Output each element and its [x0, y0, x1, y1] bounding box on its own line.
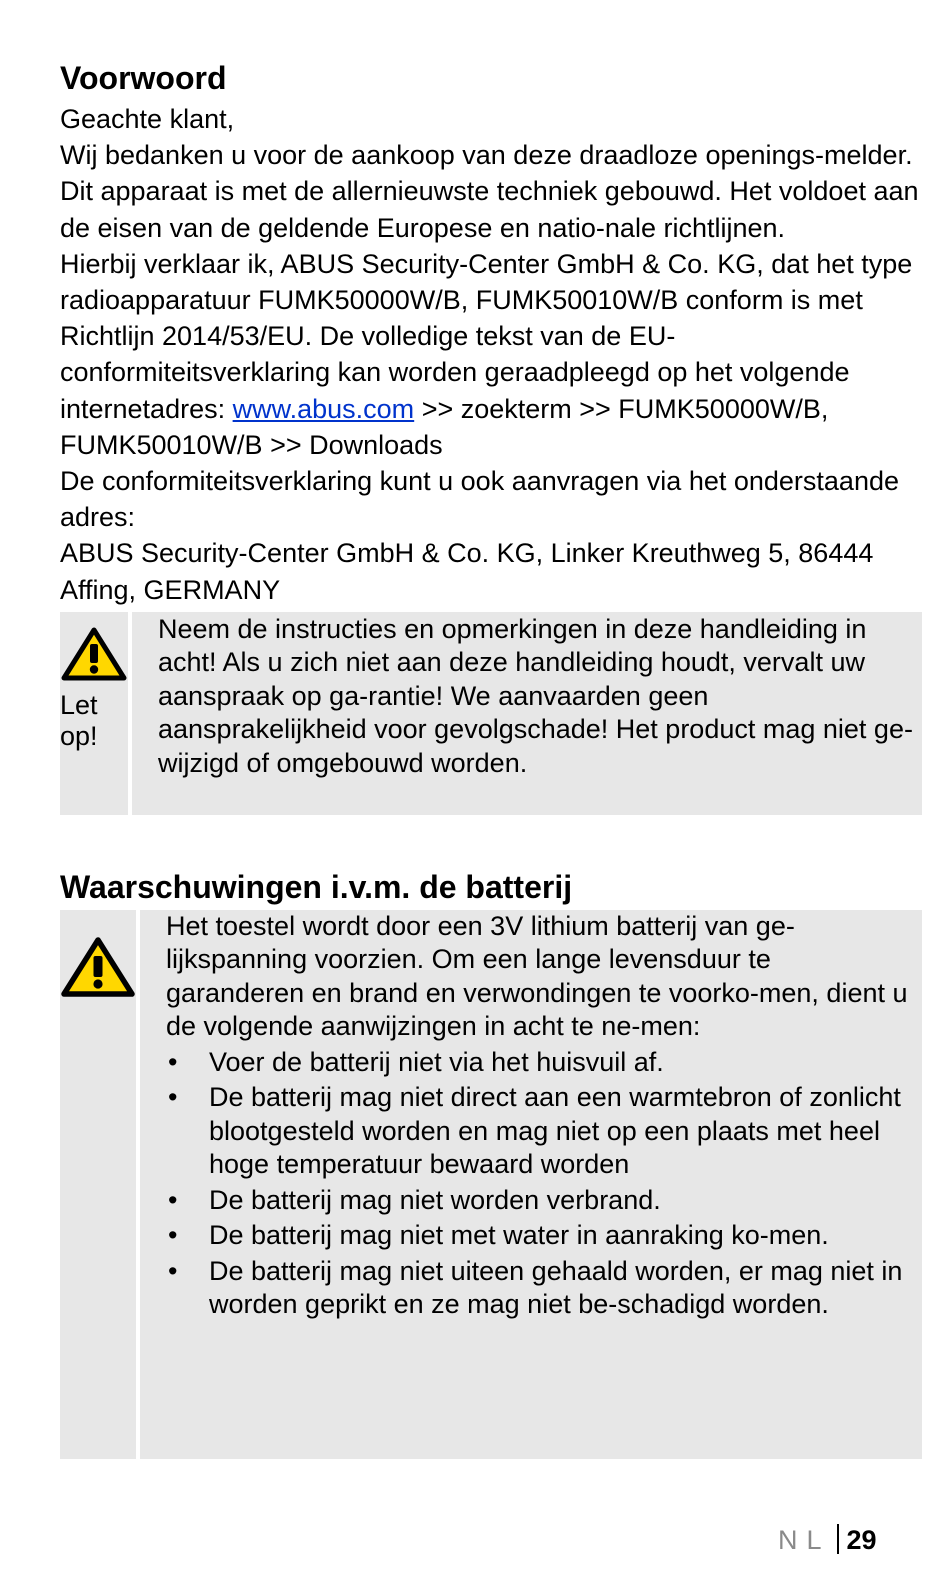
list-item: • Voer de batterij niet via het huisvuil af. — [166, 1046, 914, 1080]
page-content — [60, 55, 922, 1459]
list-item: • De batterij mag niet worden verbrand. — [166, 1184, 914, 1218]
declaration-text: Hierbij verklaar ik, ABUS Security-Center GmbH & Co. KG, dat het type radioapparatuur FUMK50000W/B, FUMK50010W/B conform is met Richtlijn 2014/53/EU. De volledige tekst van de EU-conformiteitsverklaring kan worden geraadpleegd op het volgende internetadres: — [60, 248, 913, 424]
page-number: 29 — [846, 1525, 877, 1555]
salutation: Geachte klant, — [60, 104, 235, 134]
abus-website-link[interactable]: www.abus.com — [232, 393, 415, 424]
notice-icon-column — [60, 612, 132, 815]
battery-warning-box — [60, 910, 922, 1459]
language-code: NL — [778, 1525, 831, 1555]
section-title-voorwoord: Voorwoord — [60, 60, 227, 96]
battery-warning-text — [140, 910, 922, 1459]
warning-triangle-icon — [60, 936, 136, 998]
page-footer — [778, 1522, 877, 1558]
notice-text: Neem de instructies en opmerkingen in deze handleiding in acht! Als u zich niet aan deze handleiding houdt, vervalt uw aanspraak op ga-rantie! We aanvaarden geen aansprakelijkheid voor gevolgschade! Het product mag niet ge-wijzigd of omgebouwd worden. — [158, 613, 913, 778]
notice-label: Let op! — [60, 689, 98, 751]
warning-triangle-icon — [60, 626, 128, 682]
declaration-path-text: >> zoekterm >> FUMK50000W/B, FUMK50010W/B >> Downloads — [60, 393, 829, 460]
section-title-battery: Waarschuwingen i.v.m. de batterij — [60, 868, 573, 905]
intro-paragraph: Wij bedanken u voor de aankoop van deze draadloze openings-melder. Dit apparaat is met de allernieuwste techniek gebouwd. Het voldoet aan de eisen van de geldende Europese en natio-nale richtlijnen. — [60, 140, 919, 243]
battery-icon-column — [60, 910, 140, 1459]
list-item: • De batterij mag niet met water in aanraking ko-men. — [166, 1219, 914, 1253]
list-item: • De batterij mag niet direct aan een warmtebron of zonlicht blootgesteld worden en mag niet op een plaats met heel hoge temperatuur bewaard worden — [166, 1081, 914, 1182]
declaration-paragraph — [60, 246, 922, 463]
address-paragraph: ABUS Security-Center GmbH & Co. KG, Linker Kreuthweg 5, 86444 Affing, GERMANY — [60, 538, 874, 605]
request-paragraph: De conformiteitsverklaring kunt u ook aanvragen via het onderstaande adres: — [60, 466, 899, 533]
battery-intro: Het toestel wordt door een 3V lithium batterij van ge-lijkspanning voorzien. Om een lange levensduur te garanderen en brand en verwondingen te voorko-men, dient u de volgende aanwijzingen in acht te ne-men: — [166, 910, 908, 1042]
battery-rules-list — [166, 1046, 914, 1322]
list-item: • De batterij mag niet uiteen gehaald worden, er mag niet in worden geprikt en ze mag niet be-schadigd worden. — [166, 1255, 914, 1322]
footer-divider — [837, 1524, 839, 1554]
notice-box — [60, 612, 922, 815]
